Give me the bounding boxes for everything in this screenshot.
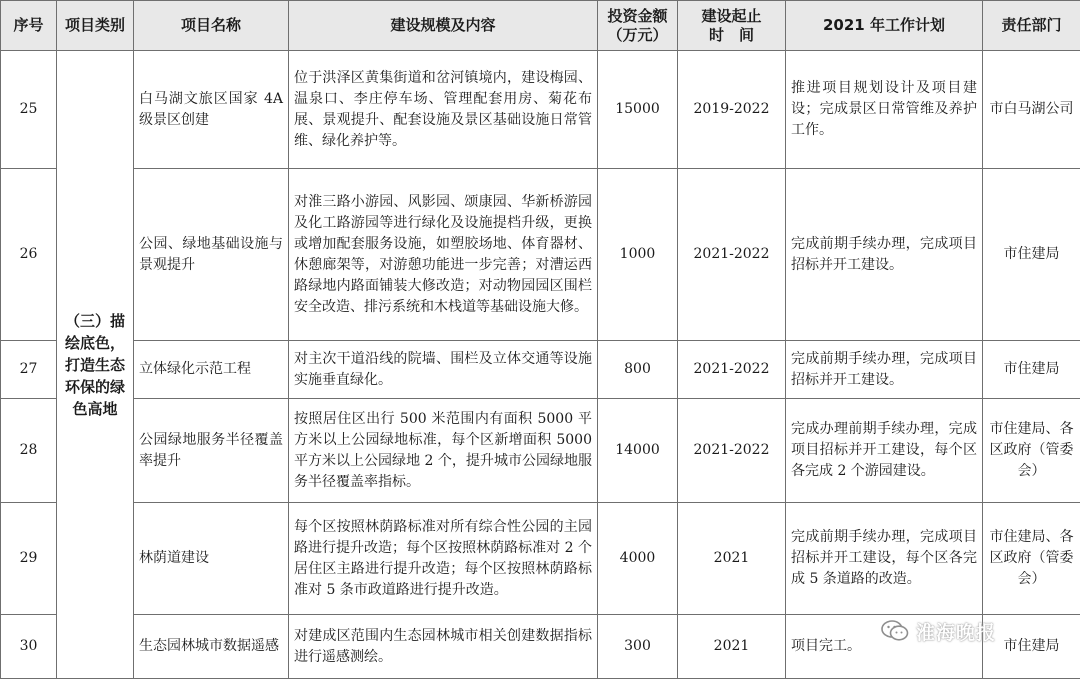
cell-scope: 对淮三路小游园、风影园、颂康园、华新桥游园及化工路游园等进行绿化及设施提档升级，更换或增加配套服务设施，如塑胶场地、体育器材、休憩廊架等，对游憩功能进一步完善；对漕运西路绿地内路面铺装大修改造；对动物园园区围栏安全改造、排污系统和木栈道等基础设施大修。 — [289, 169, 598, 341]
cell-dept: 市住建局、各区政府（管委会） — [983, 399, 1080, 503]
cell-no: 30 — [1, 615, 57, 679]
header-scope: 建设规模及内容 — [289, 1, 598, 51]
cell-dept: 市住建局 — [983, 341, 1080, 399]
header-category: 项目类别 — [57, 1, 134, 51]
header-period: 建设起止 时 间 — [678, 1, 786, 51]
cell-plan: 完成办理前期手续办理，完成项目招标并开工建设，每个区各完成 2 个游园建设。 — [786, 399, 983, 503]
cell-period: 2021-2022 — [678, 399, 786, 503]
cell-period: 2021 — [678, 615, 786, 679]
cell-dept: 市住建局 — [983, 169, 1080, 341]
cell-name: 公园绿地服务半径覆盖率提升 — [134, 399, 289, 503]
cell-plan: 推进项目规划设计及项目建设；完成景区日常管维及养护工作。 — [786, 51, 983, 169]
cell-scope: 按照居住区出行 500 米范围内有面积 5000 平方米以上公园绿地标准，每个区新增面积 5000 平方米以上公园绿地 2 个，提升城市公园绿地服务半径覆盖率指标。 — [289, 399, 598, 503]
table-row — [1, 51, 1080, 169]
table-row — [1, 399, 1080, 503]
cell-name: 公园、绿地基础设施与景观提升 — [134, 169, 289, 341]
category-cell: （三）描绘底色，打造生态环保的绿色高地 — [57, 51, 134, 679]
table-row — [1, 169, 1080, 341]
cell-name: 林荫道建设 — [134, 503, 289, 615]
cell-name: 白马湖文旅区国家 4A 级景区创建 — [134, 51, 289, 169]
cell-investment: 800 — [598, 341, 678, 399]
cell-plan: 完成前期手续办理，完成项目招标并开工建设，每个区各完成 5 条道路的改造。 — [786, 503, 983, 615]
watermark-text: 淮海晚报 — [916, 621, 997, 644]
cell-period: 2021-2022 — [678, 341, 786, 399]
table-row — [1, 341, 1080, 399]
header-name: 项目名称 — [134, 1, 289, 51]
cell-scope: 对主次干道沿线的院墙、围栏及立体交通等设施实施垂直绿化。 — [289, 341, 598, 399]
cell-no: 27 — [1, 341, 57, 399]
cell-dept: 市白马湖公司 — [983, 51, 1080, 169]
cell-period: 2021 — [678, 503, 786, 615]
cell-no: 25 — [1, 51, 57, 169]
cell-scope: 每个区按照林荫路标准对所有综合性公园的主园路进行提升改造；每个区按照林荫路标准对 2 个居住区主路进行提升改造；每个区按照林荫路标准对 5 条市政道路进行提升改造。 — [289, 503, 598, 615]
header-dept: 责任部门 — [983, 1, 1080, 51]
cell-investment: 14000 — [598, 399, 678, 503]
cell-period: 2021-2022 — [678, 169, 786, 341]
cell-plan: 完成前期手续办理，完成项目招标并开工建设。 — [786, 341, 983, 399]
cell-dept: 市住建局 — [983, 615, 1080, 679]
cell-investment: 300 — [598, 615, 678, 679]
cell-investment: 4000 — [598, 503, 678, 615]
cell-no: 28 — [1, 399, 57, 503]
cell-no: 29 — [1, 503, 57, 615]
cell-investment: 15000 — [598, 51, 678, 169]
cell-scope: 位于洪泽区黄集街道和岔河镇境内，建设梅园、温泉口、李庄停车场、管理配套用房、菊花布展、景观提升、配套设施及景区基础设施日常管维、绿化养护等。 — [289, 51, 598, 169]
cell-investment: 1000 — [598, 169, 678, 341]
cell-name: 立体绿化示范工程 — [134, 341, 289, 399]
header-investment: 投资金额 （万元） — [598, 1, 678, 51]
cell-no: 26 — [1, 169, 57, 341]
cell-plan: 项目完工。 — [786, 615, 983, 679]
table-row — [1, 503, 1080, 615]
header-no: 序号 — [1, 1, 57, 51]
cell-plan: 完成前期手续办理，完成项目招标并开工建设。 — [786, 169, 983, 341]
cell-scope: 对建成区范围内生态园林城市相关创建数据指标进行遥感测绘。 — [289, 615, 598, 679]
header-plan: 2021 年工作计划 — [786, 1, 983, 51]
cell-period: 2019-2022 — [678, 51, 786, 169]
table-row — [1, 615, 1080, 679]
header-row — [1, 1, 1080, 51]
cell-dept: 市住建局、各区政府（管委会） — [983, 503, 1080, 615]
cell-name: 生态园林城市数据遥感 — [134, 615, 289, 679]
